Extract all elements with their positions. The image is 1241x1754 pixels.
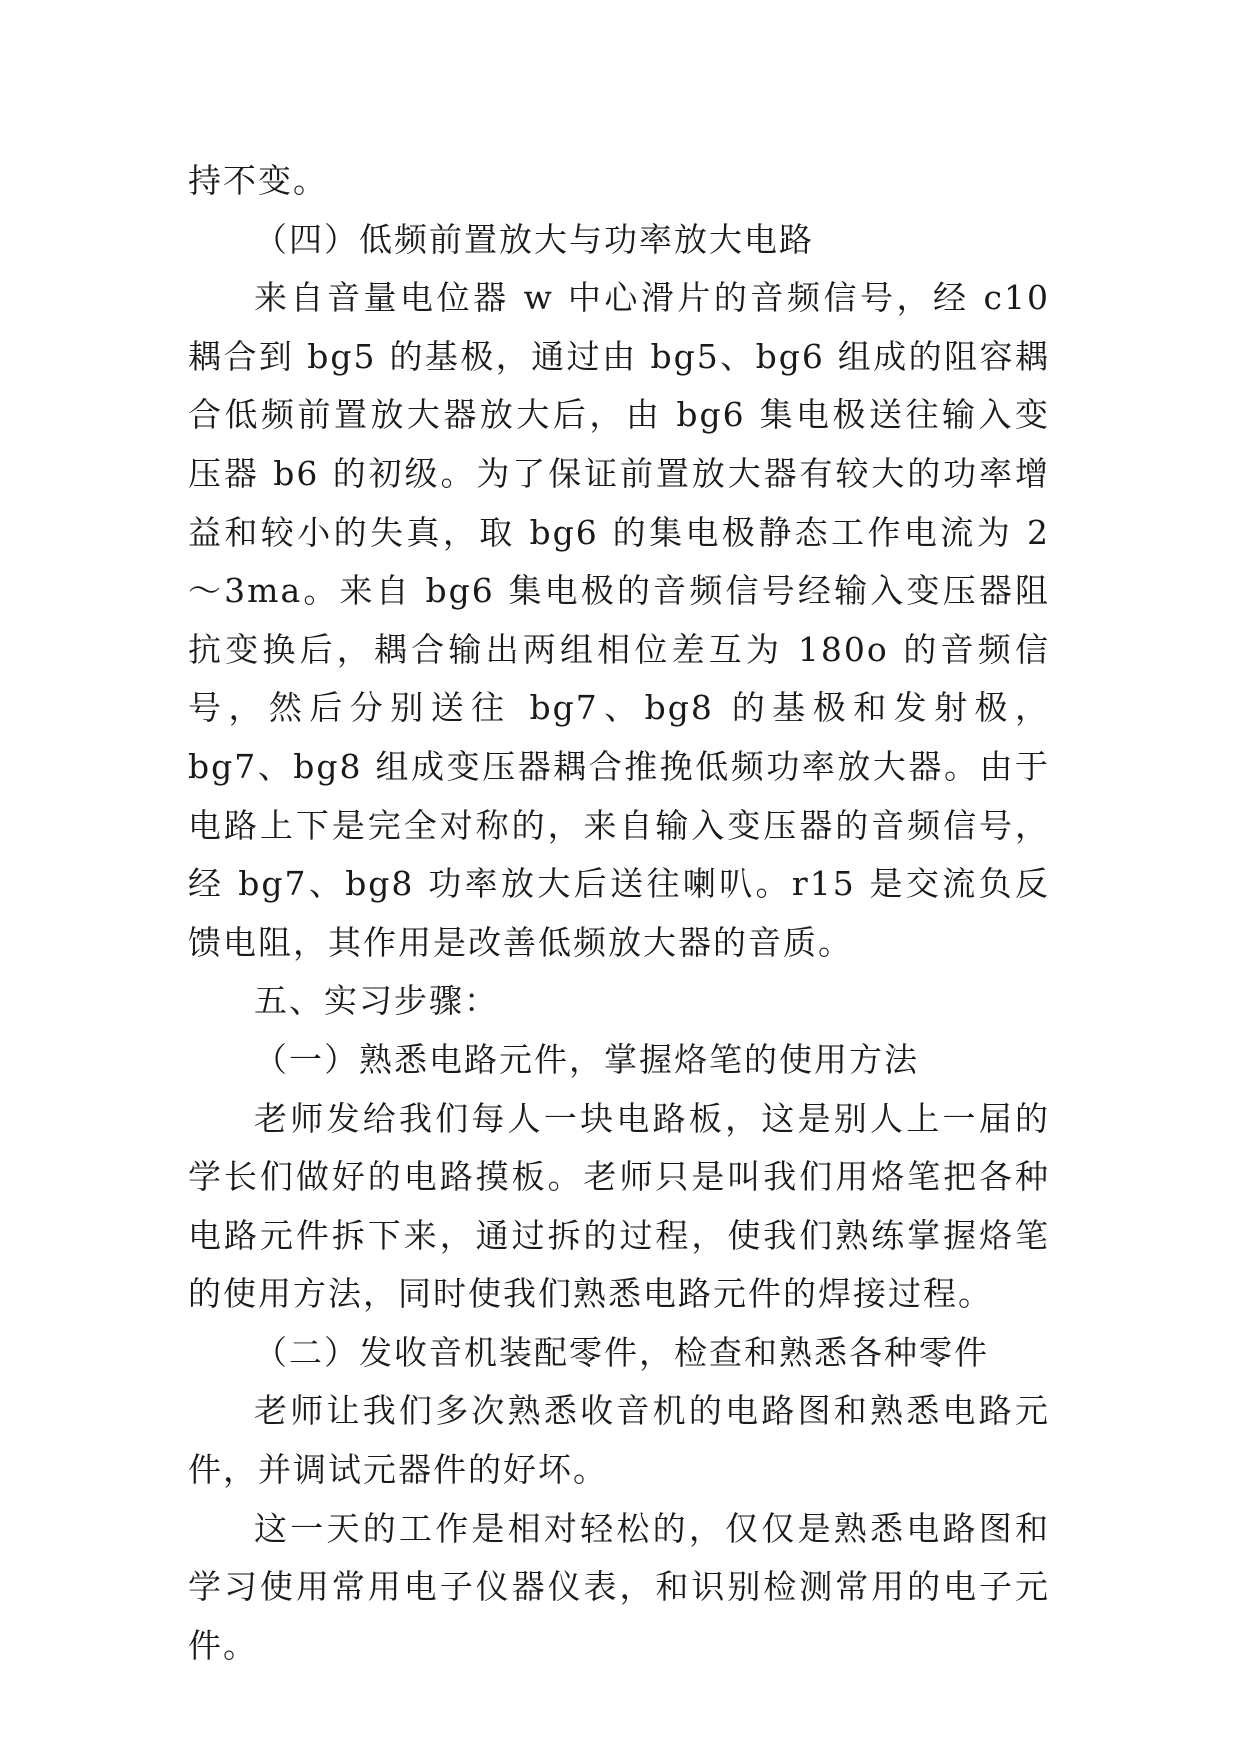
paragraph-step-1: 老师发给我们每人一块电路板，这是别人上一届的学长们做好的电路摸板。老师只是叫我们用烙笔把各种电路元件拆下来，通过拆的过程，使我们熟练掌握烙笔的使用方法，同时使我们熟悉电路元件的焊接过程。 bbox=[188, 1098, 1050, 1314]
paragraph-summary: 这一天的工作是相对轻松的，仅仅是熟悉电路图和学习使用常用电子仪器仪表，和识别检测常用的电子元件。 bbox=[188, 1508, 1050, 1665]
section-heading-5: 五、实习步骤： bbox=[254, 981, 499, 1021]
section-heading-4: （四）低频前置放大与功率放大电路 bbox=[254, 219, 814, 259]
body-text bbox=[188, 152, 1050, 1675]
paragraph-circuit-description: 来自音量电位器 w 中心滑片的音频信号，经 c10 耦合到 bg5 的基极，通过由 bg5、bg6 组成的阻容耦合低频前置放大器放大后，由 bg6 集电极送往输入变压器 b6 的初级。为了保证前置放大器有较大的功率增益和较小的失真，取 bg6 的集电极静态工作电流为 2～3ma。来自 bg6 集电极的音频信号经输入变压器阻抗变换后，耦合输出两组相位差互为 180o 的音频信号，然后分别送往 bg7、bg8 的基极和发射极，bg7、bg8 组成变压器耦合推挽低频功率放大器。由于电路上下是完全对称的，来自输入变压器的音频信号，经 bg7、bg8 功率放大后送往喇叭。r15 是交流负反馈电阻，其作用是改善低频放大器的音质。 bbox=[188, 278, 1050, 962]
subheading-1: （一）熟悉电路元件，掌握烙笔的使用方法 bbox=[254, 1039, 919, 1079]
paragraph-step-2: 老师让我们多次熟悉收音机的电路图和熟悉电路元件，并调试元器件的好坏。 bbox=[188, 1391, 1050, 1490]
subheading-2: （二）发收音机装配零件，检查和熟悉各种零件 bbox=[254, 1332, 989, 1372]
paragraph-continuation: 持不变。 bbox=[188, 161, 328, 200]
